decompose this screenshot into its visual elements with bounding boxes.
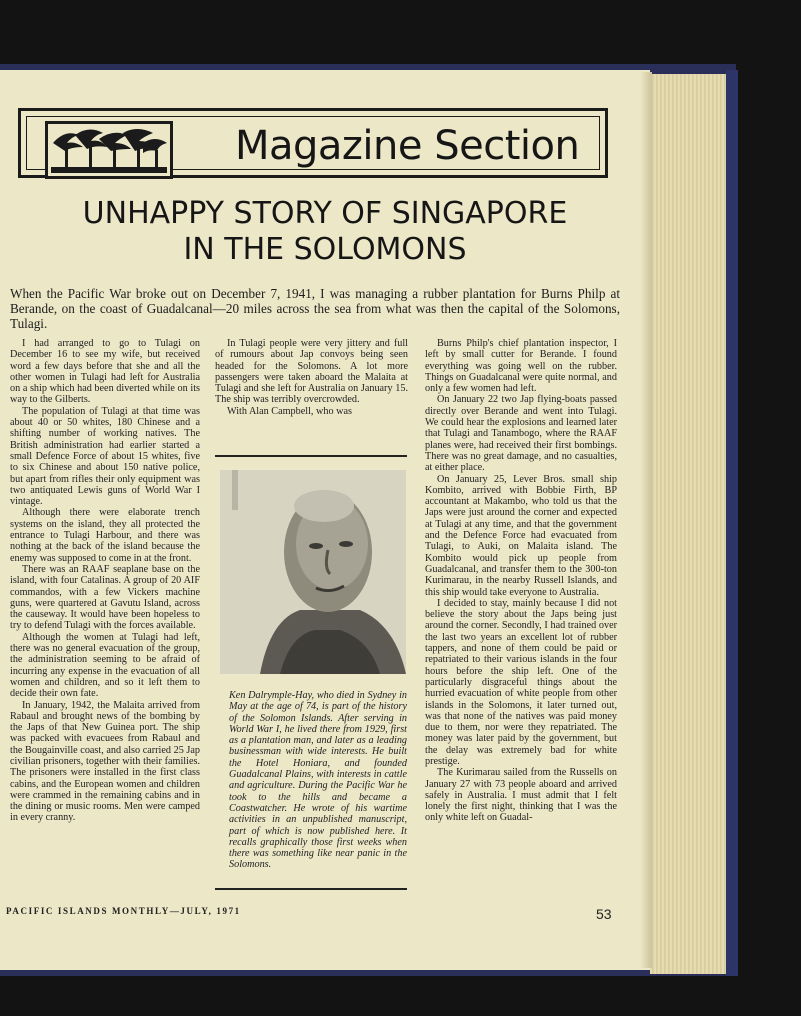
- magazine-page: [0, 70, 650, 970]
- page-gutter-shade: [640, 72, 652, 968]
- column-1-paragraph: In January, 1942, the Malaita arrived from Rabaul and brought news of the bombing by the Japs of that New Guinea port. The ship was packed with evacuees from Rabaul and the Bougainville coast, and also carried 25 Jap civilian prisoners, together with their families. The prisoners were installed in the first class cabins, and the European women and children were crammed in the remaining cabins and in the dining or music rooms. Men were camped in every cranny.: [10, 699, 200, 824]
- photo-caption: Ken Dalrymple-Hay, who died in Sydney in May at the age of 74, is part of the history of the Solomon Islands. After serving in World War I, he lived there from 1929, first as a plantation man, and later as a leading businessman with wide interests. He built the Hotel Honiara, and founded Guadalcanal Plains, with interests in cattle and agriculture. During the Pacific War he took to the hills and became a Coastwatcher. He wrote of his wartime activities in an unpublished manuscript, part of which is now published here. It recalls graphically those first weeks when there was something like near panic in the Solomons.: [229, 690, 407, 871]
- column-1-paragraph: Although the women at Tulagi had left, there was no general evacuation of the group, the administration seeming to be afraid of incurring any expense in the evacuation of all women and children, and so it left them to decide their own fate.: [10, 631, 200, 700]
- footer-publication-line: PACIFIC ISLANDS MONTHLY—JULY, 1971: [6, 906, 241, 916]
- article-column-3: [425, 338, 617, 824]
- masthead-inner-frame: [26, 116, 600, 170]
- column-3-paragraph: Burns Philp's chief plantation inspector, I left by small cutter for Berande. I found everything was going well on the rubber. Things on Guadalcanal were quite normal, and only a few women had left.: [425, 338, 617, 395]
- column-1-paragraph: I had arranged to go to Tulagi on December 16 to see my wife, but received word a few days before that she and all the other women in Tulagi had left for Australia on a ship which had been diverted while on its way to the Gilberts.: [10, 338, 200, 406]
- article-column-2: [215, 338, 408, 417]
- column-3-paragraph: On January 25, Lever Bros. small ship Kombito, arrived with Bobbie Firth, BP accountant at Makambo, who told us that the Japs were just around the corner and expected at Tulagi at any time, and that the government and the Defence Force had evacuated from Tulagi, to Auki, on Malaita island. The Kombito would pick up people from Guadalcanal, and transfer them to the 300-ton Kurimarau, in the nearby Russell Islands, and this ship would take everyone to Australia.: [425, 473, 617, 598]
- column-1-paragraph: There was an RAAF seaplane base on the island, with four Catalinas. A group of 20 AIF commandos, with a few Vickers machine guns, were quartered at Gavutu Island, across the causeway. It would have been hopeless to try to defend Tulagi with the forces available.: [10, 563, 200, 632]
- article-column-1: [10, 338, 200, 824]
- page-number: 53: [596, 906, 612, 922]
- column-2-paragraph: With Alan Campbell, who was: [227, 405, 352, 417]
- palm-trees-icon: [45, 121, 173, 179]
- book-cover-spine: [726, 70, 738, 976]
- masthead: [18, 108, 608, 178]
- article-intro: When the Pacific War broke out on December 7, 1941, I was managing a rubber plantation for Burns Philp at Berande, on the coast of Guadalcanal—20 miles across the sea from what was then the capital of the Solomons, Tulagi.: [10, 286, 620, 331]
- column-1-paragraph: The population of Tulagi at that time was about 40 or 50 whites, 180 Chinese and a shifting number of working natives. The British administration had earlier started a small Defence Force of about 15 whites, five to six Chinese and about 150 native police, but apart from rifles their only equipment was two antiquated Lewis guns of World War I vintage.: [10, 405, 200, 508]
- page-fore-edge: [650, 74, 728, 974]
- headline-line-2: IN THE SOLOMONS: [183, 232, 467, 267]
- column-3-paragraph: The Kurimarau sailed from the Russells on January 27 with 73 people aboard and arrived safely in Australia. I must admit that I felt lonely the first night, thinking that I was the only white left on Guadal-: [425, 767, 617, 824]
- photo-top-rule: [215, 455, 407, 457]
- column-1-paragraph: Although there were elaborate trench systems on the island, they all protected the entrance to Tulagi Harbour, and there was nothing at the back of the island because the enemy was supposed to come in at the front.: [10, 507, 200, 564]
- article-headline: [0, 196, 650, 268]
- column-3-paragraph: I decided to stay, mainly because I did not believe the story about the Japs being just around the corner. Secondly, I had trained over the last two years an excellent lot of rubber tappers, and none of them could be paid or repatriated to their various islands in the four hours before the ship left. One of the particularly disgraceful things about the hurried evacuation of white people from other islands in the Solomons, it later turned out, was that none of the natives was paid money due to them, nor were they repatriated. The money was later paid by the government, but the delay was extremely bad for white prestige.: [425, 597, 617, 767]
- portrait-photo-graphic: [220, 470, 406, 674]
- portrait-photo: [220, 470, 406, 674]
- masthead-title: Magazine Section: [235, 123, 580, 169]
- column-3-paragraph: On January 22 two Jap flying-boats passed directly over Berande and went into Tulagi. We could hear the explosions and learned later that Tulagi and Tanambogo, where the RAAF planes were, had received their first bombings. There was no great damage, and no casualties, at either place.: [425, 394, 617, 474]
- headline-line-1: UNHAPPY STORY OF SINGAPORE: [82, 196, 568, 231]
- column-2-paragraph: In Tulagi people were very jittery and full of rumours about Jap convoys being seen headed for the Solomons. A lot more passengers were taken aboard the Malaita at Tulagi and she left for Australia on January 15. The ship was terribly overcrowded.: [215, 338, 408, 406]
- caption-bottom-rule: [215, 888, 407, 890]
